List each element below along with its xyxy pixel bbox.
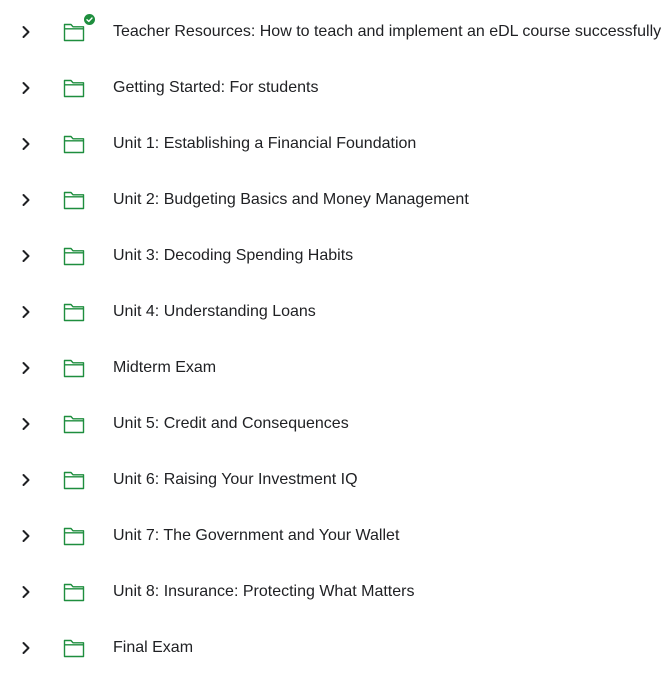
- module-title[interactable]: Midterm Exam: [113, 359, 217, 376]
- folder-icon: [62, 21, 86, 43]
- chevron-right-icon[interactable]: [16, 78, 36, 98]
- module-title[interactable]: Unit 5: Credit and Consequences: [113, 415, 349, 432]
- folder-icon: [62, 413, 86, 435]
- module-row[interactable]: [0, 116, 669, 172]
- folder-icon: [62, 133, 86, 155]
- folder-icon: [62, 301, 86, 323]
- chevron-right-icon[interactable]: [16, 526, 36, 546]
- chevron-right-icon[interactable]: [16, 302, 36, 322]
- module-row[interactable]: [0, 228, 669, 284]
- module-row[interactable]: [0, 620, 669, 676]
- folder-icon: [62, 357, 86, 379]
- module-title[interactable]: Teacher Resources: How to teach and implement an eDL course successfully: [113, 23, 662, 40]
- chevron-right-icon[interactable]: [16, 358, 36, 378]
- module-title[interactable]: Unit 1: Establishing a Financial Foundation: [113, 135, 417, 152]
- folder-icon: [62, 189, 86, 211]
- module-title[interactable]: Unit 8: Insurance: Protecting What Matters: [113, 583, 415, 600]
- chevron-right-icon[interactable]: [16, 134, 36, 154]
- module-title[interactable]: Final Exam: [113, 639, 194, 656]
- chevron-right-icon[interactable]: [16, 190, 36, 210]
- module-row[interactable]: [0, 340, 669, 396]
- chevron-right-icon[interactable]: [16, 582, 36, 602]
- module-row[interactable]: [0, 564, 669, 620]
- module-title[interactable]: Unit 6: Raising Your Investment IQ: [113, 471, 358, 488]
- folder-icon: [62, 77, 86, 99]
- module-row[interactable]: [0, 284, 669, 340]
- chevron-right-icon[interactable]: [16, 246, 36, 266]
- module-row[interactable]: [0, 508, 669, 564]
- module-title[interactable]: Getting Started: For students: [113, 79, 319, 96]
- module-row[interactable]: [0, 396, 669, 452]
- module-row[interactable]: [0, 4, 669, 60]
- module-title[interactable]: Unit 4: Understanding Loans: [113, 303, 316, 320]
- folder-icon: [62, 525, 86, 547]
- folder-icon: [62, 581, 86, 603]
- module-row[interactable]: [0, 452, 669, 508]
- chevron-right-icon[interactable]: [16, 414, 36, 434]
- folder-icon: [62, 245, 86, 267]
- module-title[interactable]: Unit 7: The Government and Your Wallet: [113, 527, 400, 544]
- module-title[interactable]: Unit 3: Decoding Spending Habits: [113, 247, 354, 264]
- folder-icon: [62, 637, 86, 659]
- check-circle-icon: [84, 14, 95, 25]
- chevron-right-icon[interactable]: [16, 22, 36, 42]
- chevron-right-icon[interactable]: [16, 470, 36, 490]
- module-row[interactable]: [0, 172, 669, 228]
- module-title[interactable]: Unit 2: Budgeting Basics and Money Management: [113, 191, 469, 208]
- module-row[interactable]: [0, 60, 669, 116]
- chevron-right-icon[interactable]: [16, 638, 36, 658]
- folder-icon: [62, 469, 86, 491]
